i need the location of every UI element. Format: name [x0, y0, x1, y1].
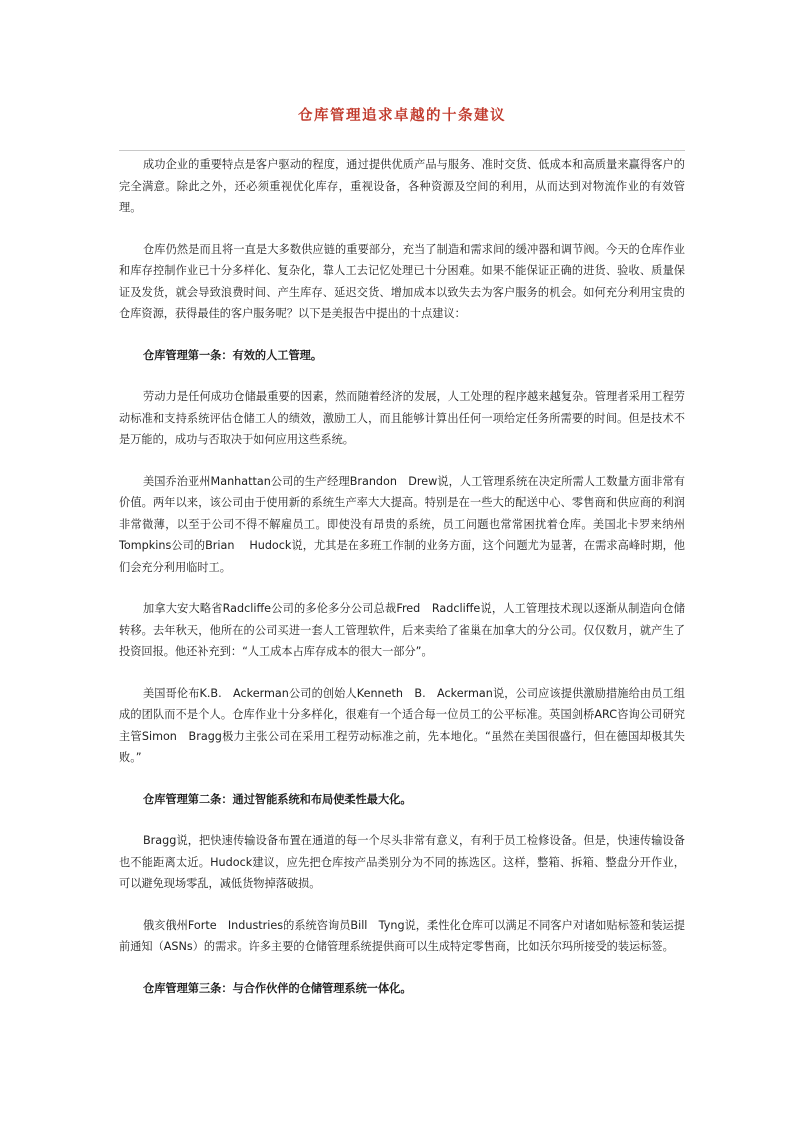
paragraph-intro-2: 仓库仍然是而且将一直是大多数供应链的重要部分，充当了制造和需求间的缓冲器和调节阀。今天的仓库作业和库存控制作业已十分多样化、复杂化，靠人工去记忆处理已十分困难。如果不能保证正确的进货、验收、质量保证及发货，就会导致浪费时间、产生库存、延迟交货、增加成本以致失去为客户服务的机会。如何充分利用宝贵的仓库资源，获得最佳的客户服务呢？以下是美报告中提出的十点建议：	[119, 242, 685, 320]
document-title: 仓库管理追求卓越的十条建议	[298, 107, 506, 124]
paragraph-labor-4: 美国哥伦布K.B. Ackerman公司的创始人Kenneth B. Ackerman说，公司应该提供激励措施给由员工组成的团队而不是个人。仓库作业十分多样化，很难有一个适合每一位员工的公平标准。英国剑桥ARC咨询公司研究主管Simon Bragg极力主张公司在采用工程劳动标准之前，先本地化。“虽然在美国很盛行，但在德国却极其失败。”	[119, 686, 685, 764]
paragraph-flex-2: 俄亥俄州Forte Industries的系统咨询员Bill Tyng说，柔性化仓库可以满足不同客户对诸如贴标签和装运提前通知（ASNs）的需求。许多主要的仓储管理系统提供商可以生成特定零售商，比如沃尔玛所接受的装运标签。	[119, 918, 685, 953]
section-heading-3: 仓库管理第三条：与合作伙伴的仓储管理系统一体化。	[143, 981, 412, 995]
paragraph-labor-2: 美国乔治亚州Manhattan公司的生产经理Brandon Drew说，人工管理系统在决定所需人工数量方面非常有价值。两年以来，该公司由于使用新的系统生产率大大提高。特别是在一些大的配送中心、零售商和供应商的利润非常微薄，以至于公司不得不解雇员工。即使没有昂贵的系统，员工问题也常常困扰着仓库。美国北卡罗来纳州Tompkins公司的Brian Hudock说，尤其是在多班工作制的业务方面，这个问题尤为显著，在需求高峰时期，他们会充分利用临时工。	[119, 474, 685, 574]
paragraph-intro-1: 成功企业的重要特点是客户驱动的程度，通过提供优质产品与服务、准时交货、低成本和高质量来赢得客户的完全满意。除此之外，还必须重视优化库存，重视设备，各种资源及空间的利用，从而达到对物流作业的有效管理。	[119, 158, 685, 214]
paragraph-labor-1: 劳动力是任何成功仓储最重要的因素，然而随着经济的发展，人工处理的程序越来越复杂。管理者采用工程劳动标准和支持系统评估仓储工人的绩效，激励工人，而且能够计算出任何一项给定任务所需要的时间。但是技术不是万能的，成功与否取决于如何应用这些系统。	[119, 390, 685, 446]
paragraph-labor-3: 加拿大安大略省Radcliffe公司的多伦多分公司总裁Fred Radcliffe说，人工管理技术现以逐渐从制造向仓储转移。去年秋天，他所在的公司买进一套人工管理软件，后来卖给了雀巢在加拿大的分公司。仅仅数月，就产生了投资回报。他还补充到：“人工成本占库存成本的很大一部分”。	[119, 602, 685, 658]
paragraph-flex-1: Bragg说，把快速传输设备布置在通道的每一个尽头非常有意义，有利于员工检修设备。但是，快速传输设备也不能距离太近。Hudock建议，应先把仓库按产品类别分为不同的拣选区。这样，整箱、拆箱、整盘分开作业，可以避免现场零乱，减低货物掉落破损。	[119, 834, 685, 890]
document-page	[119, 104, 685, 1019]
title-divider	[119, 150, 685, 151]
section-heading-1: 仓库管理第一条：有效的人工管理。	[143, 348, 323, 362]
section-heading-2: 仓库管理第二条：通过智能系统和布局使柔性最大化。	[143, 792, 412, 806]
